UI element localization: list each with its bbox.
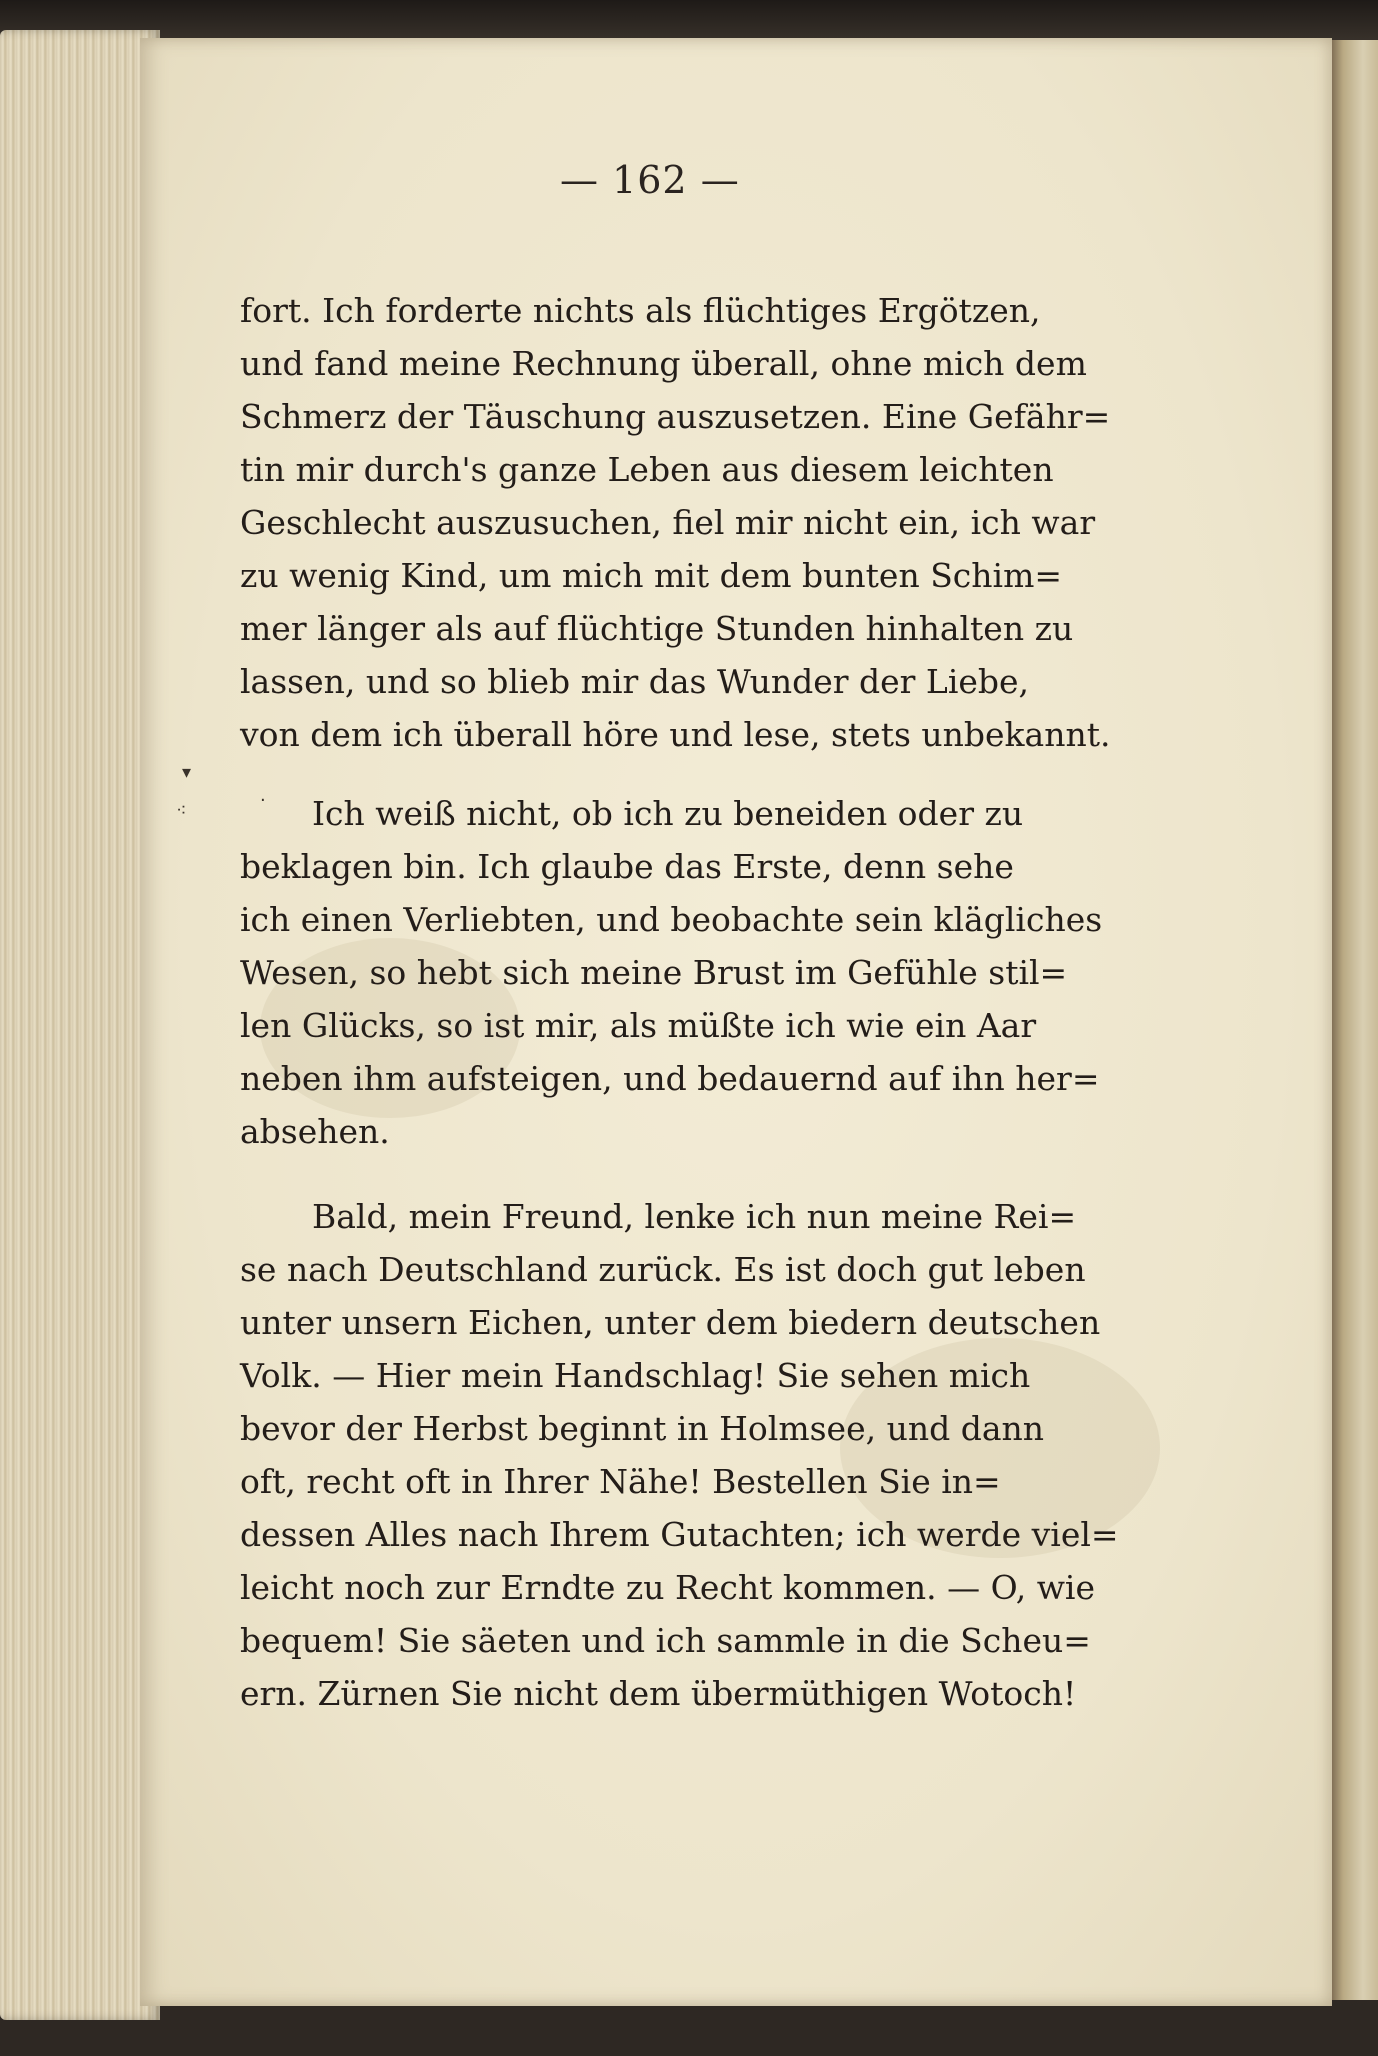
- text-line: len Glücks, so ist mir, als müßte ich wie ein Aar: [240, 1006, 1037, 1045]
- text-line: ich einen Verliebten, und beobachte sein klägliches: [240, 900, 1103, 939]
- text-line: von dem ich überall höre und lese, stets unbekannt.: [240, 715, 1111, 754]
- text-line: ern. Zürnen Sie nicht dem übermüthigen Wotoch!: [240, 1674, 1077, 1713]
- paragraph-gap: [240, 761, 1000, 787]
- text-line: Schmerz der Täuschung auszusetzen. Eine Gefähr=: [240, 397, 1111, 436]
- text-line: Geschlecht auszusuchen, fiel mir nicht ein, ich war: [240, 503, 1096, 542]
- text-line: oft, recht oft in Ihrer Nähe! Bestellen Sie in=: [240, 1462, 1001, 1501]
- margin-mark: ·: [260, 790, 266, 811]
- paragraph-3: [240, 1190, 1119, 1720]
- paragraph-2: [240, 787, 1103, 1158]
- text-line: leicht noch zur Erndte zu Recht kommen. — O, wie: [240, 1568, 1096, 1607]
- body-text: [240, 284, 1119, 1720]
- text-line: neben ihm aufsteigen, und bedauernd auf ihn her=: [240, 1059, 1100, 1098]
- text-line: dessen Alles nach Ihrem Gutachten; ich werde viel=: [240, 1515, 1119, 1554]
- paragraph-1: [240, 284, 1111, 761]
- text-line: tin mir durch's ganze Leben aus diesem leichten: [240, 450, 1054, 489]
- text-line: se nach Deutschland zurück. Es ist doch gut leben: [240, 1250, 1086, 1289]
- text-line: bequem! Sie säeten und ich sammle in die Scheu=: [240, 1621, 1091, 1660]
- page-number: — 162 —: [560, 158, 740, 202]
- text-line: fort. Ich forderte nichts als flüchtiges Ergötzen,: [240, 291, 1041, 330]
- text-line: absehen.: [240, 1112, 390, 1151]
- margin-mark: ⁖: [176, 800, 187, 821]
- text-line: unter unsern Eichen, unter dem biedern deutschen: [240, 1303, 1101, 1342]
- margin-mark: ▾: [182, 762, 192, 783]
- paragraph-gap: [240, 1158, 1000, 1190]
- text-line: Wesen, so hebt sich meine Brust im Gefühle stil=: [240, 953, 1068, 992]
- page-stack-edge: [0, 30, 160, 2020]
- facing-page-edge: [1328, 40, 1378, 2000]
- text-line: Volk. — Hier mein Handschlag! Sie sehen mich: [240, 1356, 1031, 1395]
- text-line: bevor der Herbst beginnt in Holmsee, und dann: [240, 1409, 1045, 1448]
- text-line: beklagen bin. Ich glaube das Erste, denn sehe: [240, 847, 1014, 886]
- text-line: und fand meine Rechnung überall, ohne mich dem: [240, 344, 1087, 383]
- text-line: mer länger als auf flüchtige Stunden hinhalten zu: [240, 609, 1074, 648]
- text-line: Bald, mein Freund, lenke ich nun meine Rei=: [312, 1197, 1077, 1236]
- text-line: zu wenig Kind, um mich mit dem bunten Schim=: [240, 556, 1063, 595]
- text-line: lassen, und so blieb mir das Wunder der Liebe,: [240, 662, 1030, 701]
- text-line: Ich weiß nicht, ob ich zu beneiden oder zu: [312, 794, 1024, 833]
